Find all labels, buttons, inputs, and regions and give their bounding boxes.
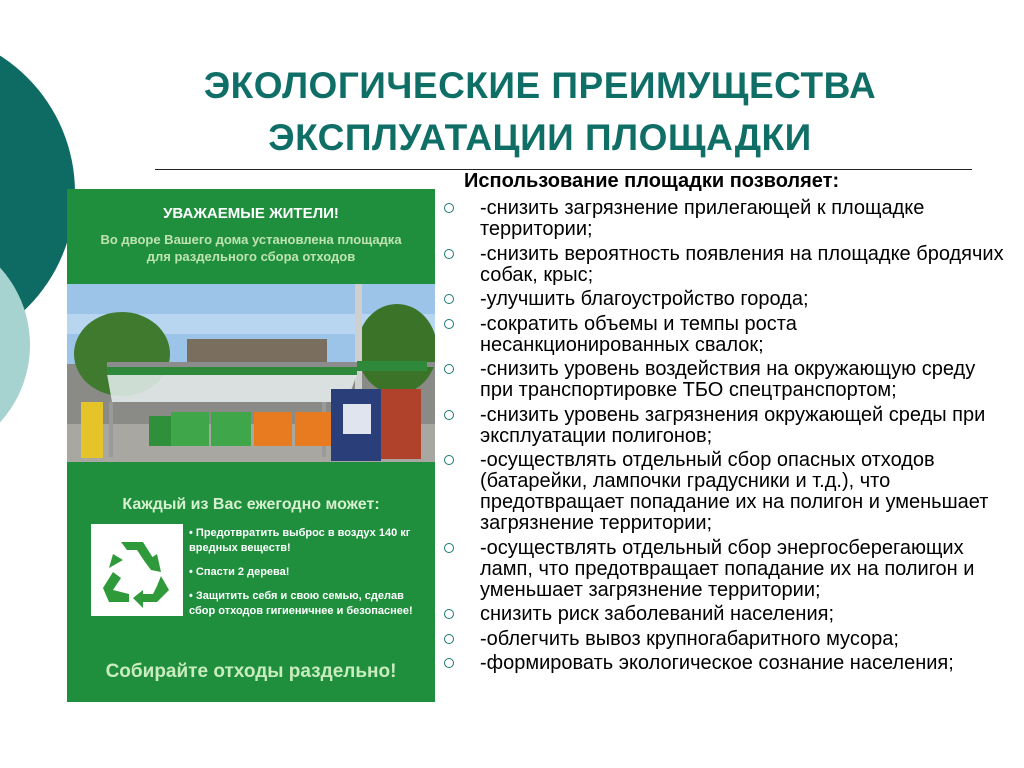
collection-site-photo [67,284,435,462]
poster-heading: УВАЖАЕМЫЕ ЖИТЕЛИ! [163,205,339,222]
list-item [444,629,1004,650]
list-item-text: -облегчить вывоз крупногабаритного мусора; [480,627,899,650]
poster-section-heading: Каждый из Вас ежегодно может: [122,496,380,513]
list-item [444,359,1004,401]
poster-point: • Спасти 2 дерева! [189,566,290,578]
poster-points [189,526,429,628]
list-item [444,538,1004,601]
title-line-2: ЭКСПЛУАТАЦИИ ПЛОЩАДКИ [268,117,812,158]
bullet-icon [444,609,454,619]
list-item [444,314,1004,356]
bullet-icon [444,203,454,213]
list-item-text: -снизить загрязнение прилегающей к площадке территории; [480,197,925,240]
list-item [444,198,1004,240]
slide-title [150,60,930,164]
bullet-icon [444,543,454,553]
bullet-icon [444,319,454,329]
list-item-text: -снизить уровень воздействия на окружающую среду при транспортировке ТБО спецтранспортом; [480,358,976,401]
bullet-icon [444,364,454,374]
bullet-icon [444,634,454,644]
list-item-text: -сократить объемы и темпы роста несанкционированных свалок; [480,312,797,356]
list-item [444,405,1004,447]
bullet-icon [444,410,454,420]
list-item-text: -формировать экологическое сознание населения; [480,652,954,674]
bullet-icon [444,294,454,304]
list-item [444,289,1004,310]
list-item-text: -осуществлять отдельный сбор опасных отходов (батарейки, лампочки градусники и т.д.), что предотвращает попадание их на полигон и уменьшает загрязнение территории; [480,449,989,534]
list-item-text: -снизить вероятность появления на площадке бродячих собак, крыс; [480,242,1004,286]
list-item-text: -снизить уровень загрязнения окружающей среды при эксплуатации полигонов; [480,403,986,447]
poster-footer: Собирайте отходы раздельно! [105,661,397,682]
benefits-list [444,198,1004,678]
list-item [444,653,1004,674]
recycle-icon [91,524,183,616]
list-item [444,604,1004,625]
bullet-icon [444,658,454,668]
poster-point: • Предотвратить выброс в воздух 140 кг вредных веществ! [189,527,411,554]
poster-point: • Защитить себя и свою семью, сделав сбор отходов гигиеничнее и безопаснее! [189,590,413,617]
bullet-icon [444,249,454,259]
title-line-1: ЭКОЛОГИЧЕСКИЕ ПРЕИМУЩЕСТВА [203,65,877,106]
list-item-text: снизить риск заболеваний населения; [480,603,835,625]
list-item-text: -улучшить благоустройство города; [480,288,809,310]
poster-subheading: Во дворе Вашего дома установлена площадка для раздельного сбора отходов [100,232,402,264]
list-item [444,450,1004,534]
list-item [444,244,1004,286]
list-item-text: -осуществлять отдельный сбор энергосберегающих ламп, что предотвращает попадание их на полигон и уменьшает загрязнение территории; [480,536,975,601]
benefits-heading: Использование площадки позволяет: [464,170,840,192]
bullet-icon [444,455,454,465]
recycling-poster [67,189,435,702]
